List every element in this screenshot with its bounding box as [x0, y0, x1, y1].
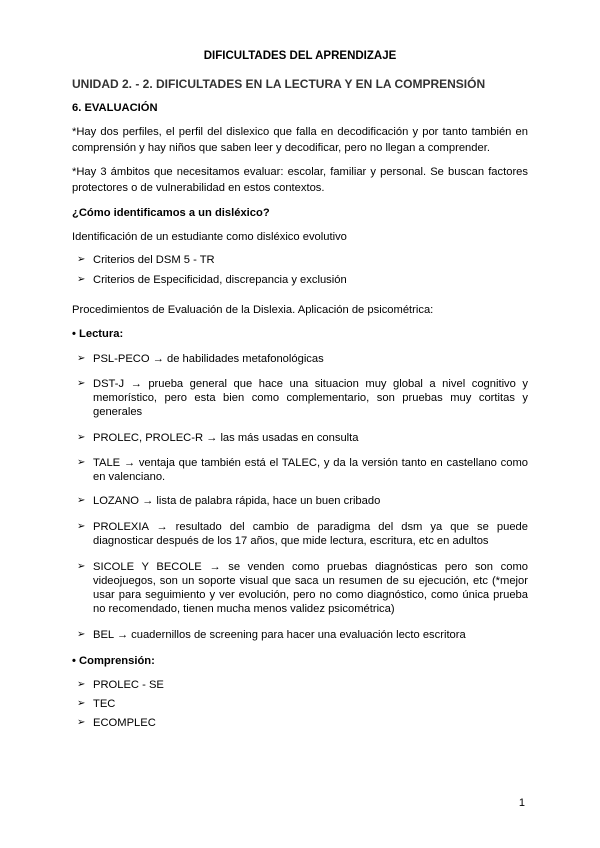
- list-item: [77, 456, 528, 484]
- arrow-bullet-icon: ➢: [77, 495, 86, 506]
- list-item: [77, 253, 528, 267]
- lectura-heading: • Lectura:: [72, 328, 124, 340]
- arrow-bullet-icon: ➢: [77, 521, 86, 532]
- list-item-text: BEL → cuadernillos de screening para hacer una evaluación lecto escritora: [93, 629, 466, 641]
- page-number: 1: [518, 797, 525, 809]
- list-item-text: LOZANO → lista de palabra rápida, hace un buen cribado: [93, 495, 381, 507]
- list-item: [77, 352, 528, 366]
- list-item: [77, 560, 528, 616]
- list-item-text: PROLEC - SE: [93, 679, 164, 691]
- arrow-bullet-icon: ➢: [77, 457, 86, 468]
- question-heading: ¿Cómo identificamos a un disléxico?: [72, 207, 270, 219]
- list-item: [77, 678, 528, 692]
- list-item: [77, 716, 528, 730]
- list-item-text: Criterios de Especificidad, discrepancia y exclusión: [93, 274, 347, 286]
- list-item: [77, 494, 528, 508]
- arrow-bullet-icon: ➢: [77, 274, 86, 285]
- document-title: DIFICULTADES DEL APRENDIZAJE: [203, 50, 397, 62]
- paragraph-scopes: *Hay 3 ámbitos que necesitamos evaluar: escolar, familiar y personal. Se buscan factores protectores o de vulnerabilidad en estos contextos.: [72, 166, 528, 194]
- list-item: [77, 273, 528, 287]
- arrow-bullet-icon: ➢: [77, 432, 86, 443]
- list-item-text: ECOMPLEC: [93, 717, 156, 729]
- arrow-bullet-icon: ➢: [77, 717, 86, 728]
- list-item-text: PROLEXIA → resultado del cambio de paradigma del dsm ya que se puede diagnosticar después de los 17 años, que mide lectura, escritura, etc en adultos: [93, 521, 528, 547]
- list-item-text: TEC: [93, 698, 116, 710]
- section-heading: 6. EVALUACIÓN: [72, 102, 158, 114]
- comprension-heading: • Comprensión:: [72, 655, 155, 667]
- arrow-bullet-icon: ➢: [77, 698, 86, 709]
- list-item: [77, 431, 528, 445]
- arrow-bullet-icon: ➢: [77, 679, 86, 690]
- procedures-paragraph: Procedimientos de Evaluación de la Dislexia. Aplicación de psicométrica:: [72, 304, 434, 316]
- list-item-text: SICOLE Y BECOLE → se venden como pruebas diagnósticas pero son como videojuegos, son un soporte visual que saca un resumen de su ejecución, etc (*mejor usar para seguimiento y ver evolución, pero no como diagnóstico, como única prueba no recomendado, tienen mucha menos validez psicométrica): [93, 561, 528, 615]
- paragraph-profiles: *Hay dos perfiles, el perfil del dislexico que falla en decodificación y por tanto también en comprensión y hay niños que saben leer y decodificar, pero no llegan a comprender.: [72, 126, 528, 154]
- arrow-bullet-icon: ➢: [77, 561, 86, 572]
- list-item-text: PSL-PECO → de habilidades metafonológicas: [93, 353, 324, 365]
- list-item-text: PROLEC, PROLEC-R → las más usadas en consulta: [93, 432, 359, 444]
- arrow-bullet-icon: ➢: [77, 254, 86, 265]
- arrow-bullet-icon: ➢: [77, 378, 86, 389]
- list-item-text: TALE → ventaja que también está el TALEC, y da la versión tanto en castellano como en valenciano.: [93, 457, 528, 483]
- list-item-text: DST-J → prueba general que hace una situacion muy global a nivel cognitivo y memorístico, pero esta bien como complementario, son pruebas muy cortitas y generales: [93, 378, 528, 418]
- list-item: [77, 628, 528, 642]
- arrow-bullet-icon: ➢: [77, 629, 86, 640]
- identification-intro: Identificación de un estudiante como disléxico evolutivo: [72, 231, 347, 243]
- list-item-text: Criterios del DSM 5 - TR: [93, 254, 215, 266]
- unit-heading: UNIDAD 2. - 2. DIFICULTADES EN LA LECTURA Y EN LA COMPRENSIÓN: [72, 77, 486, 91]
- list-item: [77, 520, 528, 548]
- arrow-bullet-icon: ➢: [77, 353, 86, 364]
- list-item: [77, 377, 528, 419]
- list-item: [77, 697, 528, 711]
